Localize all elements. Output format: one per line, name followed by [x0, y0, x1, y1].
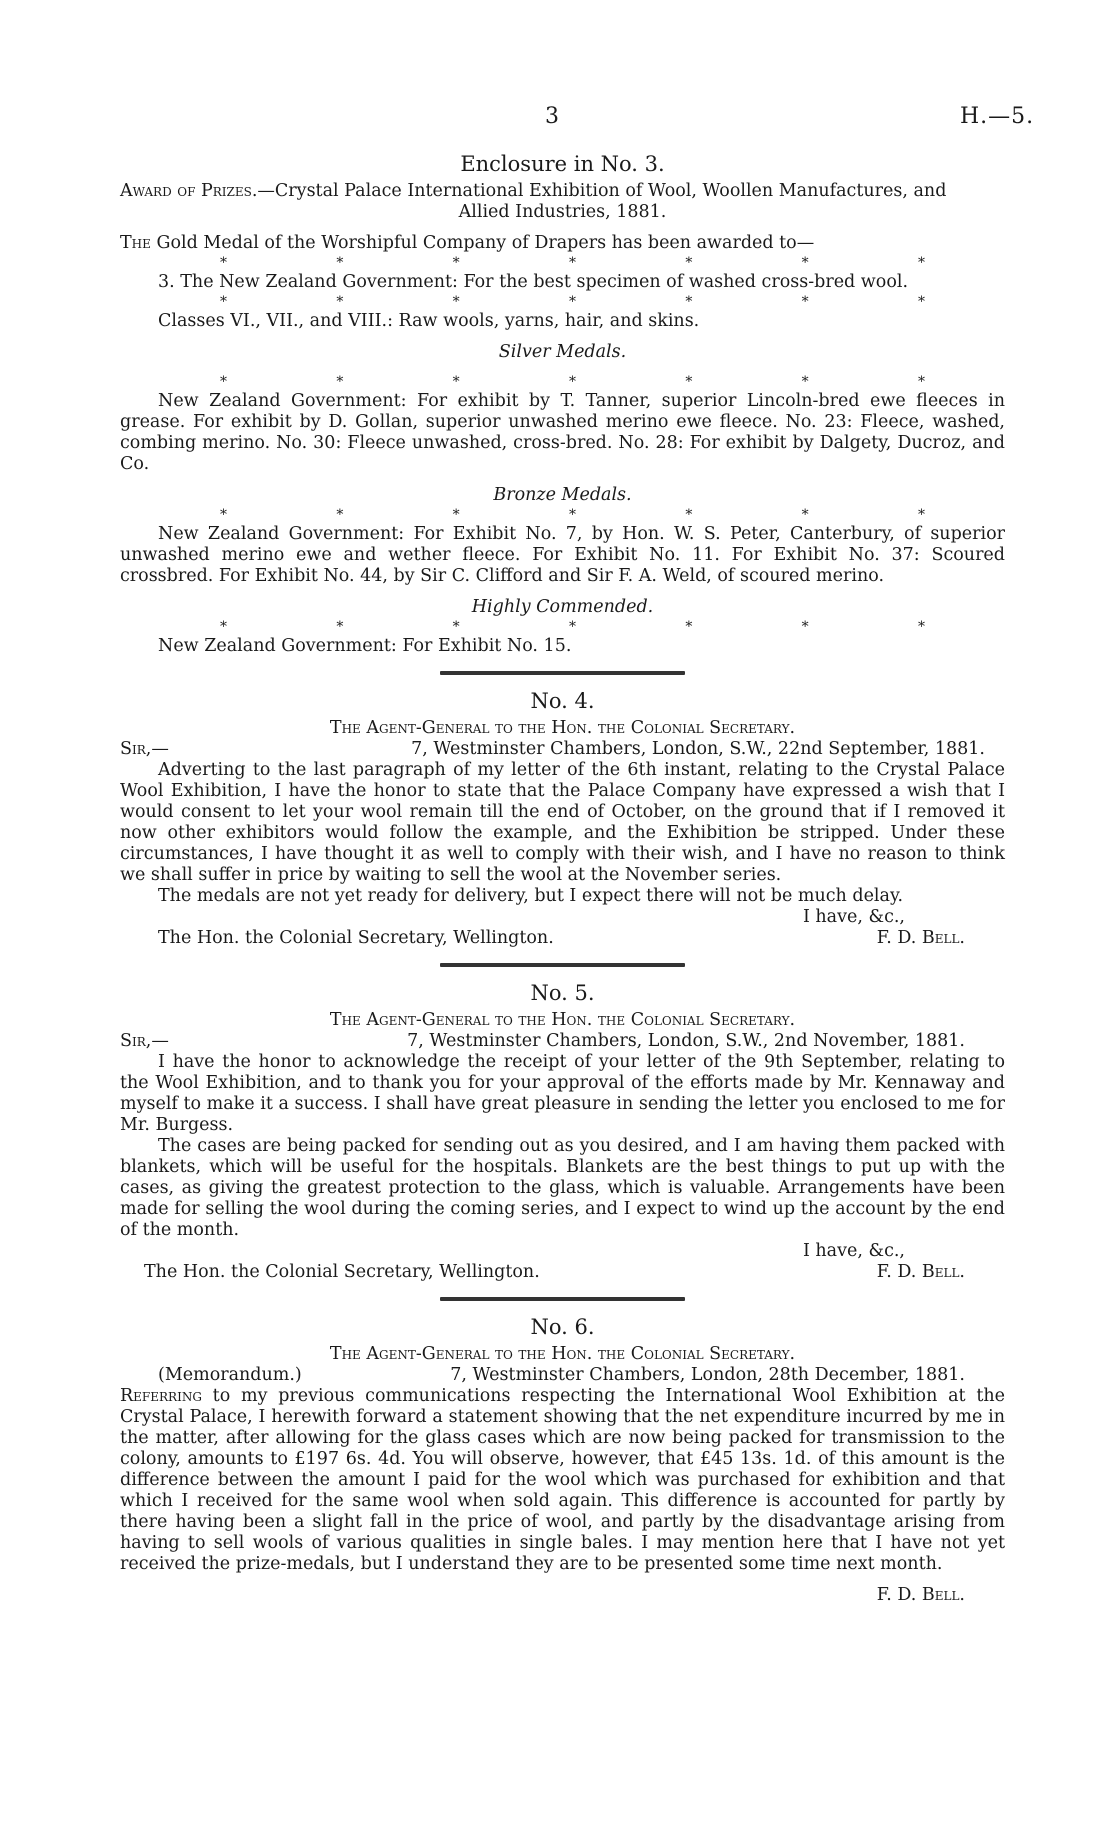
award-caption-label: Award of Prizes. — [120, 181, 258, 201]
asterisk: * — [452, 507, 460, 523]
classes-line: Classes VI., VII., and VIII.: Raw wools, yarns, hair, and skins. — [158, 311, 700, 331]
letter-4-signature: F. D. Bell. — [876, 928, 965, 948]
asterisk: * — [685, 294, 693, 310]
asterisk: * — [917, 374, 925, 390]
bronze-medals-text: New Zealand Government: For Exhibit No. 7, by Hon. W. S. Peter, Canterbury, of superior unwashed merino ewe and wether fleece. For Exhibit No. 11. For Exhibit No. 37: Scoured crossbred. For Exhibit No. 44, by Sir C. Clifford and Sir F. A. Weld, of scoured merino. — [120, 524, 1005, 586]
asterisk: * — [917, 619, 925, 635]
document-reference: H.—5. — [960, 104, 1035, 129]
letter-4-closing: I have, &c., — [802, 907, 905, 927]
asterisk: * — [220, 294, 227, 310]
silver-medals-heading: Silver Medals. — [498, 342, 627, 362]
asterisk: * — [801, 294, 809, 310]
asterism-row — [120, 293, 1005, 311]
letter-5-address: 7, Westminster Chambers, London, S.W., 2nd November, 1881. — [407, 1031, 965, 1051]
section-divider — [440, 1297, 685, 1301]
letter-6-heading: No. 6. — [530, 1315, 595, 1339]
asterisk: * — [568, 374, 576, 390]
asterisk: * — [801, 255, 809, 271]
letter-5-paragraph-1: I have the honor to acknowledge the receipt of your letter of the 9th September, relating to the Wool Exhibition, and to thank you for your approval of the efforts made by Mr. Kennaway and myself to make it a success. I shall have great pleasure in sending the letter you enclosed to me for Mr. Burgess. — [120, 1052, 1005, 1135]
award-item-3: 3. The New Zealand Government: For the best specimen of washed cross-bred wool. — [158, 272, 909, 292]
letter-6-paragraph — [120, 1386, 1005, 1575]
letter-4-addressee: The Hon. the Colonial Secretary, Wellington. — [158, 928, 554, 948]
letter-6-lead: Referring — [120, 1386, 202, 1406]
letter-5-header-row — [120, 1031, 1005, 1052]
award-caption — [120, 181, 1005, 202]
letter-5-closing: I have, &c., — [802, 1241, 905, 1261]
asterisk: * — [568, 294, 576, 310]
asterisk: * — [801, 374, 809, 390]
highly-commended-text: New Zealand Government: For Exhibit No. 15. — [158, 636, 572, 656]
silver-medals-text: New Zealand Government: For exhibit by T. Tanner, superior Lincoln-bred ewe fleeces in grease. For exhibit by D. Gollan, superior unwashed merino ewe fleece. No. 23: Fleece, washed, combing merino. No. 30: Fleece unwashed, cross-bred. No. 28: For exhibit by Dalgety, Ducroz, and Co. — [120, 391, 1005, 474]
letter-6-address: 7, Westminster Chambers, London, 28th December, 1881. — [450, 1365, 965, 1385]
letter-5-signature-row — [120, 1262, 1005, 1283]
enclosure-heading: Enclosure in No. 3. — [460, 152, 665, 176]
award-line-1: —Crystal Palace International Exhibition of Wool, Woollen Manufactures, and — [257, 181, 947, 201]
letter-6-subheading: The Agent-General to the Hon. the Colonial Secretary. — [329, 1344, 796, 1364]
asterisk: * — [452, 255, 460, 271]
asterisk: * — [685, 255, 693, 271]
letter-5-subheading: The Agent-General to the Hon. the Colonial Secretary. — [329, 1010, 796, 1030]
asterisk: * — [452, 619, 460, 635]
letter-6-header-row — [120, 1365, 1005, 1386]
asterisk: * — [801, 619, 809, 635]
asterisk: * — [336, 374, 344, 390]
letter-4-header-row — [120, 739, 1005, 760]
asterisk: * — [220, 619, 227, 635]
section-divider — [440, 671, 685, 675]
letter-5-addressee: The Hon. the Colonial Secretary, Wellington. — [144, 1262, 540, 1282]
asterisk: * — [568, 507, 576, 523]
asterisk: * — [685, 374, 693, 390]
letter-5-signature: F. D. Bell. — [876, 1262, 965, 1282]
asterism-row — [120, 618, 1005, 636]
letter-4-heading: No. 4. — [530, 689, 595, 713]
letter-4-paragraph-1: Adverting to the last paragraph of my letter of the 6th instant, relating to the Crystal Palace Wool Exhibition, I have the honor to state that the Palace Company have expressed a wish that I would consent to let your wool remain till the end of October, on the ground that if I removed it now other exhibitors would follow the example, and the Exhibition be stripped. Under these circumstances, I have thought it as well to comply with their wish, and I have no reason to think we shall suffer in price by waiting to sell the wool at the November series. — [120, 760, 1005, 885]
asterisk: * — [336, 294, 344, 310]
asterisk: * — [917, 507, 925, 523]
asterisk: * — [917, 255, 925, 271]
letter-5-heading: No. 5. — [530, 981, 595, 1005]
asterism-row — [120, 254, 1005, 272]
highly-commended-heading: Highly Commended. — [471, 597, 654, 617]
asterisk: * — [801, 507, 809, 523]
asterism-row — [120, 506, 1005, 524]
gold-medal-lead: The — [120, 233, 151, 253]
award-line-2: Allied Industries, 1881. — [458, 202, 667, 222]
letter-6-body: to my previous communications respecting the International Wool Exhibition at the Crystal Palace, I herewith forward a statement showing that the net expenditure incurred by me in the matter, after allowing for the glass cases which are now being packed for transmission to the colony, amounts to £197 6s. 4d. You will observe, however, that £45 13s. 1d. of this amount is the difference between the amount I paid for the wool which was purchased for exhibition and that which I received for the same wool when sold again. This difference is accounted for partly by there having been a slight fall in the price of wool, and partly by the disadvantage arising from having to sell wools of various qualities in single bales. I may mention here that I have not yet received the prize-medals, but I understand they are to be presented some time next month. — [120, 1386, 1005, 1574]
page-number: 3 — [545, 104, 559, 129]
letter-5-salutation: Sir,— — [120, 1031, 169, 1051]
letter-4-salutation: Sir,— — [120, 739, 169, 759]
letter-5-paragraph-2: The cases are being packed for sending out as you desired, and I am having them packed with blankets, which will be useful for the hospitals. Blankets are the best things to put up with the cases, as giving the greatest protection to the glass, which is valuable. Arrangements have been made for selling the wool during the coming series, and I expect to wind up the account by the end of the month. — [120, 1136, 1005, 1240]
asterisk: * — [336, 619, 344, 635]
page-content — [120, 150, 1005, 1606]
asterisk: * — [220, 507, 227, 523]
gold-medal-line — [120, 233, 1005, 254]
asterisk: * — [452, 374, 460, 390]
asterism-row — [120, 373, 1005, 391]
section-divider — [440, 963, 685, 967]
asterisk: * — [452, 294, 460, 310]
gold-medal-text: Gold Medal of the Worshipful Company of Drapers has been awarded to— — [150, 233, 815, 253]
asterisk: * — [568, 255, 576, 271]
asterisk: * — [568, 619, 576, 635]
letter-4-paragraph-2: The medals are not yet ready for delivery, but I expect there will not be much delay. — [158, 886, 904, 906]
asterisk: * — [917, 294, 925, 310]
letter-4-address: 7, Westminster Chambers, London, S.W., 22nd September, 1881. — [411, 739, 985, 759]
asterisk: * — [220, 374, 227, 390]
letter-4-signature-row — [120, 928, 1005, 949]
asterisk: * — [220, 255, 227, 271]
asterisk: * — [336, 255, 344, 271]
bronze-medals-heading: Bronze Medals. — [493, 485, 632, 505]
letter-6-signature: F. D. Bell. — [876, 1585, 965, 1605]
asterisk: * — [685, 619, 693, 635]
asterisk: * — [336, 507, 344, 523]
letter-4-subheading: The Agent-General to the Hon. the Colonial Secretary. — [329, 718, 796, 738]
letter-6-memo-label: (Memorandum.) — [158, 1365, 302, 1385]
asterisk: * — [685, 507, 693, 523]
